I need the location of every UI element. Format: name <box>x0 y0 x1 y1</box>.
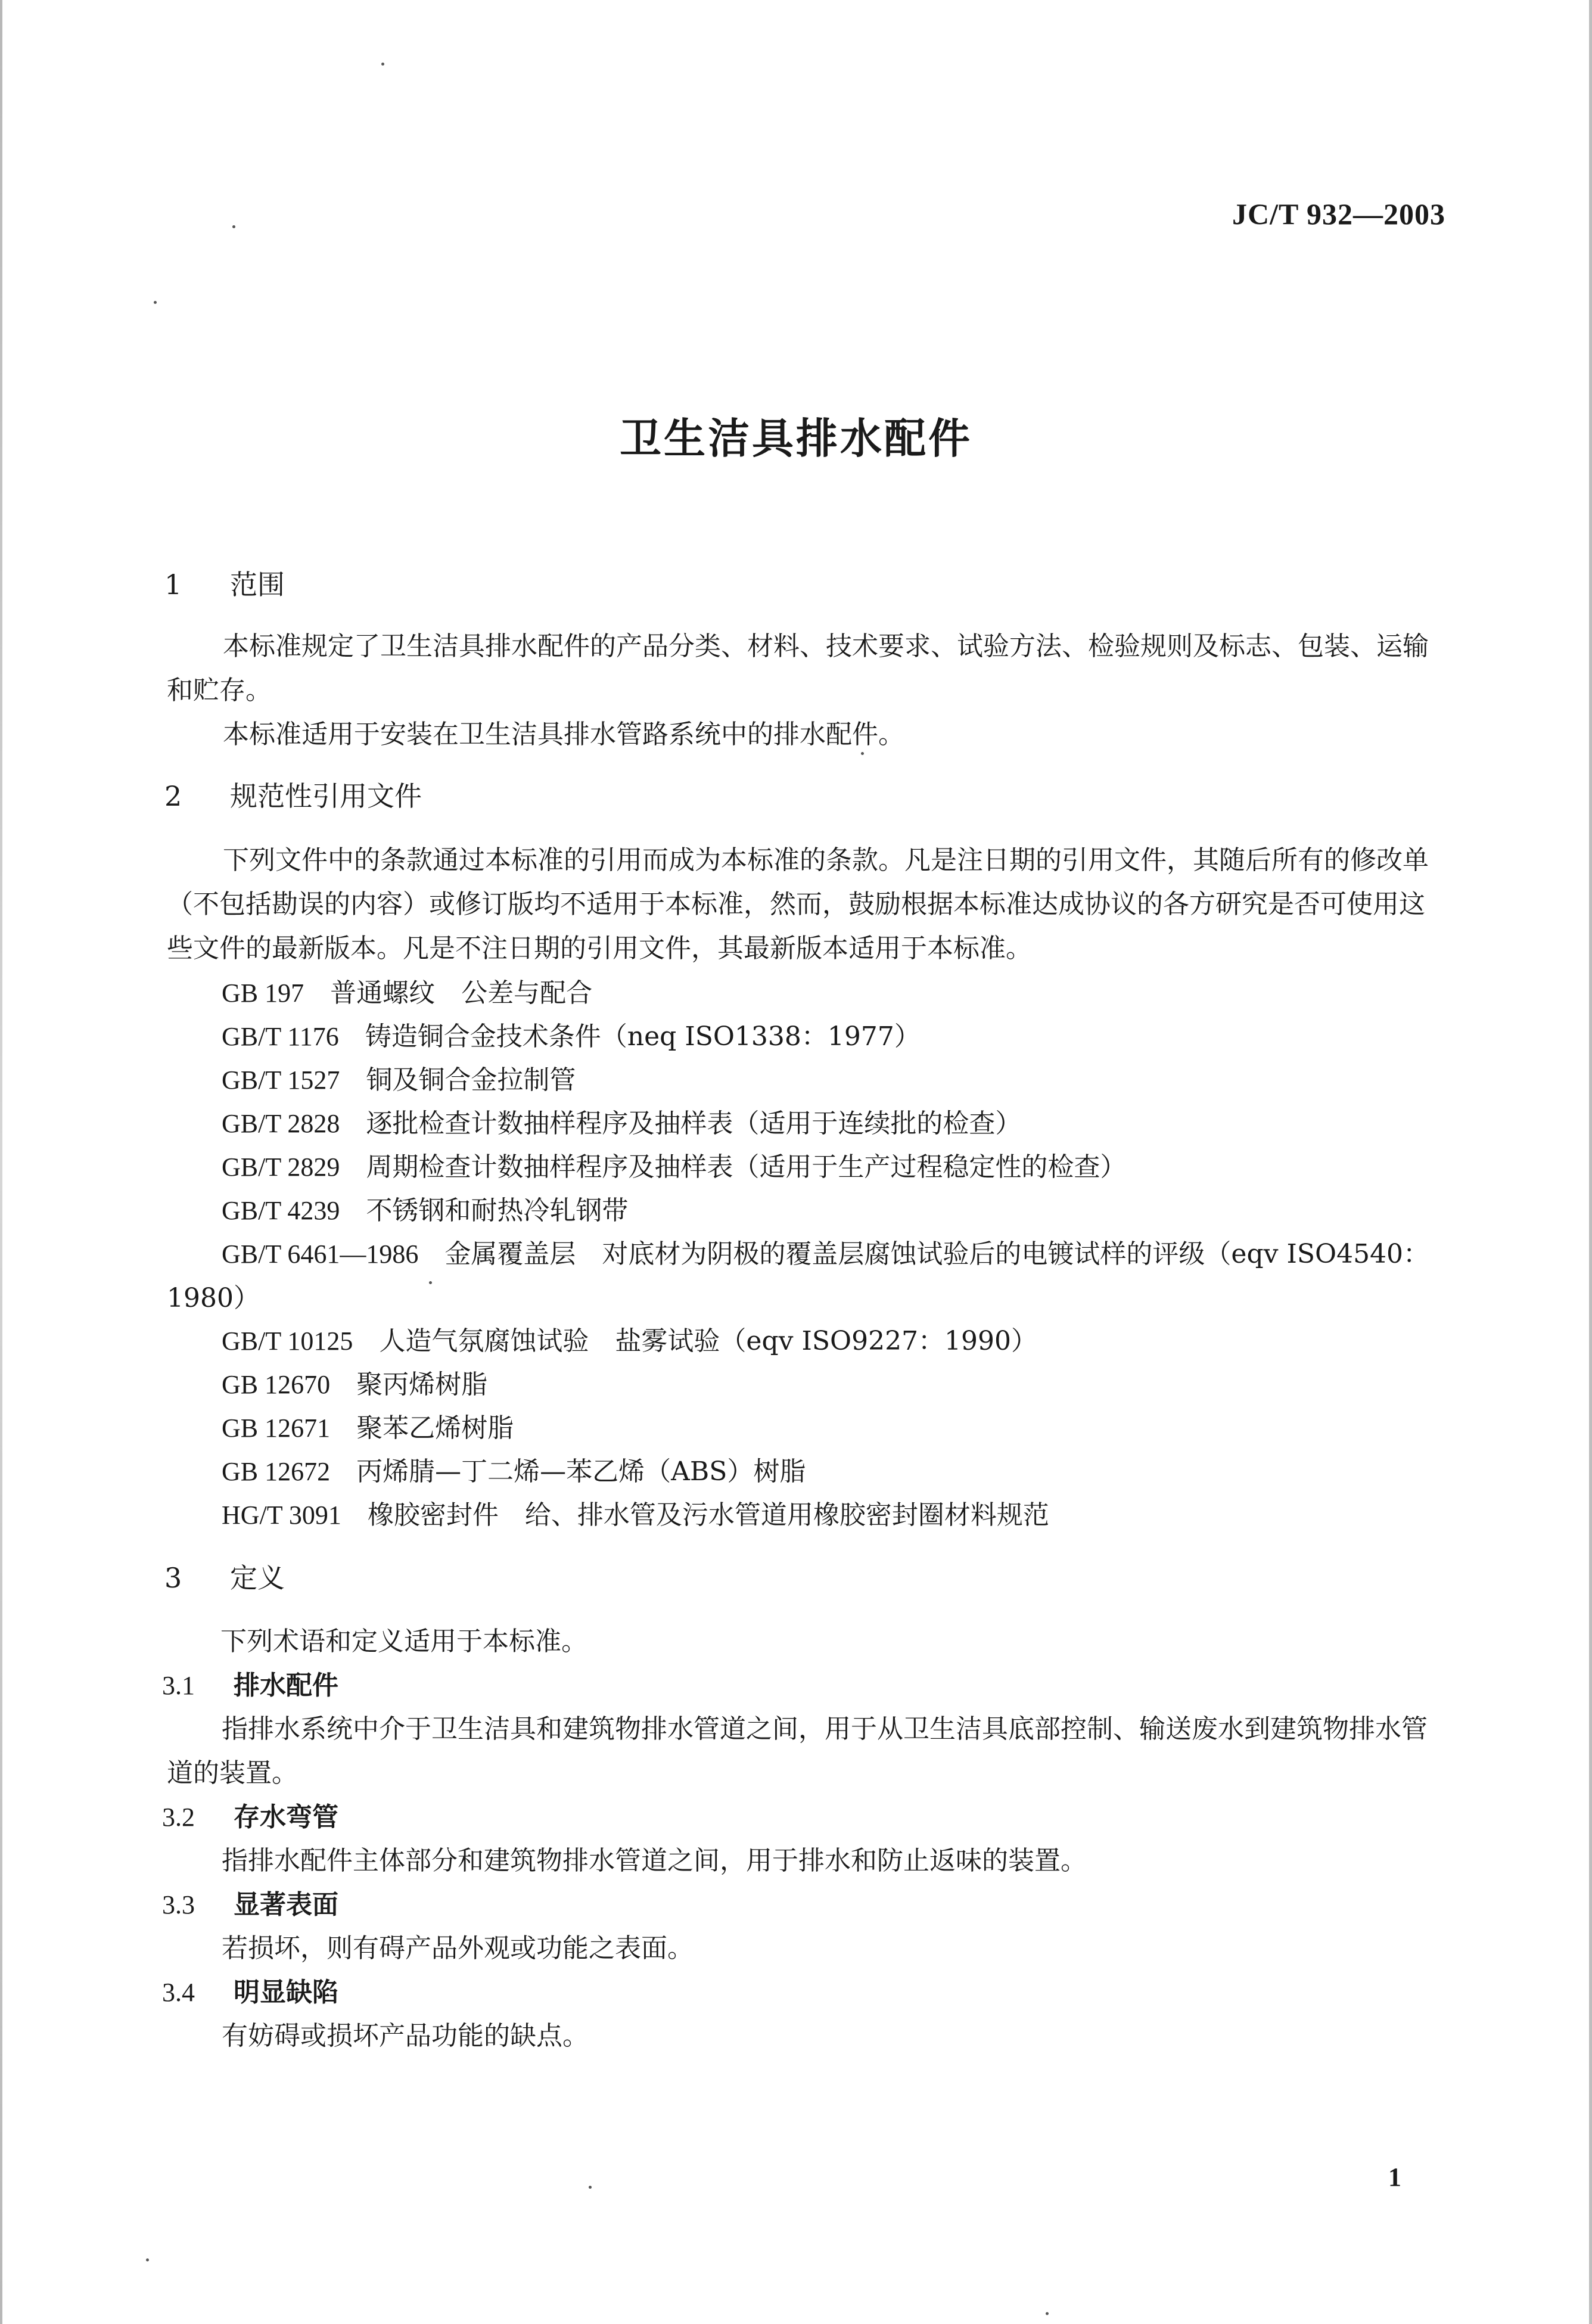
scan-speck <box>154 301 157 304</box>
reference-code: GB/T 6461—1986 <box>222 1239 419 1269</box>
section-3-heading <box>164 1556 285 1596</box>
reference-title: 不锈钢和耐热冷轧钢带 <box>366 1195 629 1226</box>
scan-speck <box>429 1281 432 1284</box>
section-title: 规范性引用文件 <box>230 780 422 812</box>
reference-code: GB 197 <box>222 978 304 1008</box>
term-definition: 指排水配件主体部分和建筑物排水管道之间，用于排水和防止返味的装置。 <box>222 1845 1087 1876</box>
scan-speck <box>1046 2312 1049 2315</box>
reference-title: 橡胶密封件 给、排水管及污水管道用橡胶密封圈材料规范 <box>367 1500 1049 1530</box>
reference-item <box>167 1232 1448 1321</box>
reference-title: 丙烯腈—丁二烯—苯乙烯（ABS）树脂 <box>356 1456 806 1487</box>
reference-title: 聚苯乙烯树脂 <box>356 1413 514 1443</box>
reference-title: 聚丙烯树脂 <box>356 1369 488 1400</box>
reference-code: GB 12670 <box>222 1370 331 1399</box>
reference-item <box>222 1450 806 1488</box>
term-name: 存水弯管 <box>234 1802 338 1832</box>
reference-title: 普通螺纹 公差与配合 <box>330 978 593 1008</box>
reference-code: GB/T 4239 <box>222 1196 340 1225</box>
section-2-heading <box>164 775 422 814</box>
reference-code: GB/T 10125 <box>222 1326 353 1356</box>
reference-item <box>222 1058 576 1096</box>
scan-speck <box>861 752 864 755</box>
paragraph: 下列术语和定义适用于本标准。 <box>220 1626 587 1657</box>
term-heading <box>162 1664 338 1702</box>
term-number: 3.3 <box>162 1890 195 1919</box>
term-heading <box>162 1883 338 1921</box>
reference-code: GB/T 1176 <box>222 1022 339 1051</box>
reference-code: GB 12672 <box>222 1457 331 1486</box>
reference-code: GB 12671 <box>222 1413 331 1443</box>
paragraph: 本标准适用于安装在卫生洁具排水管路系统中的排水配件。 <box>223 719 904 750</box>
reference-item <box>222 1363 487 1401</box>
section-title: 定义 <box>230 1562 285 1594</box>
reference-item <box>222 971 592 1009</box>
section-number: 3 <box>164 1562 182 1594</box>
reference-item <box>222 1189 628 1227</box>
reference-code: GB/T 2829 <box>222 1152 340 1182</box>
scan-speck <box>146 2258 149 2261</box>
section-1-heading <box>164 563 285 602</box>
reference-title: 金属覆盖层 对底材为阴极的覆盖层腐蚀试验后的电镀试样的评级（eqv ISO4540：1980） <box>167 1239 1430 1313</box>
reference-code: GB/T 1527 <box>222 1065 340 1095</box>
reference-title: 逐批检查计数抽样程序及抽样表（适用于连续批的检查） <box>366 1108 1022 1139</box>
standard-number: JC/T 932—2003 <box>1232 197 1445 231</box>
term-definition: 有妨碍或损坏产品功能的缺点。 <box>222 2021 589 2051</box>
term-definition: 指排水系统中介于卫生洁具和建筑物排水管道之间，用于从卫生洁具底部控制、输送废水到建筑物排水管道的装置。 <box>167 1714 1428 1788</box>
scan-speck <box>232 225 235 228</box>
reference-code: GB/T 2828 <box>222 1109 340 1138</box>
reference-item <box>222 1319 1037 1357</box>
reference-item <box>222 1015 921 1053</box>
term-number: 3.1 <box>162 1671 195 1700</box>
reference-item <box>222 1102 1021 1140</box>
term-name: 明显缺陷 <box>234 1977 338 2008</box>
scan-speck <box>589 2186 592 2189</box>
document-title: 卫生洁具排水配件 <box>620 414 972 463</box>
term-number: 3.2 <box>162 1803 195 1832</box>
paragraph: 本标准规定了卫生洁具排水配件的产品分类、材料、技术要求、试验方法、检验规则及标志、包装、运输和贮存。 <box>167 631 1429 706</box>
reference-code: HG/T 3091 <box>222 1500 341 1530</box>
term-heading <box>162 1795 338 1834</box>
section-number: 2 <box>164 780 182 812</box>
reference-title: 周期检查计数抽样程序及抽样表（适用于生产过程稳定性的检查） <box>366 1152 1127 1182</box>
term-name: 显著表面 <box>234 1890 338 1920</box>
scan-edge-right <box>1589 0 1592 2324</box>
reference-title: 铜及铜合金拉制管 <box>366 1065 576 1095</box>
scan-edge-left <box>0 0 2 2324</box>
reference-title: 铸造铜合金技术条件（neq ISO1338：1977） <box>365 1021 921 1052</box>
term-number: 3.4 <box>162 1978 195 2007</box>
paragraph: 下列文件中的条款通过本标准的引用而成为本标准的条款。凡是注日期的引用文件，其随后所有的修改单（不包括勘误的内容）或修订版均不适用于本标准，然而，鼓励根据本标准达成协议的各方研究是否可使用这些文件的最新版本。凡是不注日期的引用文件，其最新版本适用于本标准。 <box>167 845 1429 964</box>
term-name: 排水配件 <box>234 1670 338 1701</box>
scan-speck <box>381 63 384 66</box>
page-number: 1 <box>1388 2163 1401 2192</box>
reference-item <box>222 1145 1126 1183</box>
section-number: 1 <box>164 568 182 601</box>
reference-item <box>222 1406 514 1444</box>
reference-title: 人造气氛腐蚀试验 盐雾试验（eqv ISO9227：1990） <box>379 1326 1038 1356</box>
section-title: 范围 <box>230 568 285 601</box>
term-definition: 若损坏，则有碍产品外观或功能之表面。 <box>222 1933 694 1963</box>
reference-item <box>222 1493 1049 1531</box>
term-heading <box>162 1971 338 2009</box>
